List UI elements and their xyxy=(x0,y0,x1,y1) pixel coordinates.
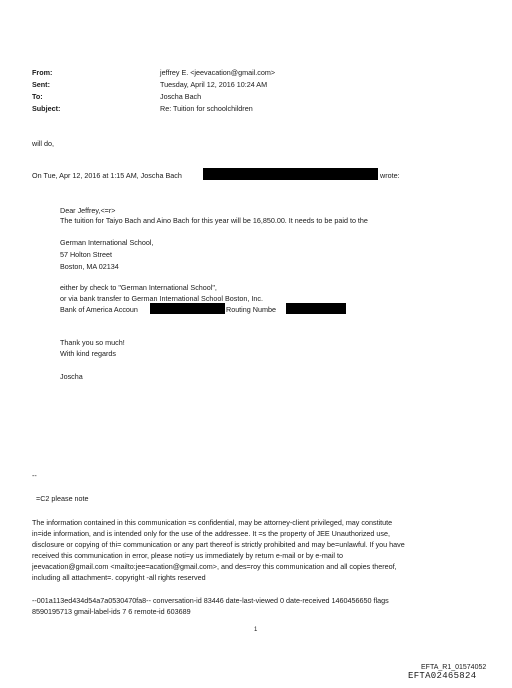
quote-wrote: wrote: xyxy=(380,171,400,180)
bank-account-label: Bank of America Accoun xyxy=(60,305,138,314)
disclaimer-line-6: including all attachment=. copyright -all rights reserved xyxy=(32,573,206,582)
bates-number-2: EFTA02465824 xyxy=(408,671,477,681)
reply-text: will do, xyxy=(32,139,54,148)
tuition-line: The tuition for Taiyo Bach and Aino Bach for this year will be 16,850.00. It needs to be paid to the xyxy=(60,216,368,225)
redaction-routing xyxy=(286,303,346,314)
footer-dashes: -- xyxy=(32,471,37,480)
to-label: To: xyxy=(32,92,43,101)
sent-value: Tuesday, April 12, 2016 10:24 AM xyxy=(160,80,268,89)
redaction-account xyxy=(150,303,225,314)
greeting: Dear Jeffrey,<=r> xyxy=(60,206,116,215)
meta-line-1: --001a113ed434d54a7a0530470fa8-- conversation-id 83446 date-last-viewed 0 date-received 1460456650 flags xyxy=(32,596,389,605)
school-name: German International School, xyxy=(60,238,154,247)
pay-line-1: either by check to "German International School", xyxy=(60,283,217,292)
please-note: =C2 please note xyxy=(36,494,89,503)
to-value: Joscha Bach xyxy=(160,92,202,101)
quote-intro: On Tue, Apr 12, 2016 at 1:15 AM, Joscha Bach xyxy=(32,171,182,180)
meta-line-2: 8590195713 gmail-label-ids 7 6 remote-id 603689 xyxy=(32,607,191,616)
subject-label: Subject: xyxy=(32,104,61,113)
from-value: jeffrey E. <jeevacation@gmail.com> xyxy=(160,68,276,77)
disclaimer-line-2: in=ide information, and is intended only for the use of the addressee. It =s the property of JEE Unauthorized use, xyxy=(32,529,390,538)
disclaimer-line-4: received this communication in error, please noti=y us immediately by return e-mail or by e-mail to xyxy=(32,551,343,560)
disclaimer-line-3: disclosure or copying of thi= communication or any part thereof is strictly prohibited and may be=unlawful. If you have xyxy=(32,540,405,549)
page-number: 1 xyxy=(254,627,258,633)
signature: Joscha xyxy=(60,372,83,381)
thanks: Thank you so much! xyxy=(60,338,125,347)
redaction-email xyxy=(203,168,378,180)
disclaimer-line-5: jeevacation@gmail.com <mailto:jee=acation@gmail.com>, and des=roy this communication and all copies thereof, xyxy=(32,562,397,571)
bates-number-1: EFTA_R1_01574052 xyxy=(421,664,487,671)
school-street: 57 Holton Street xyxy=(60,250,112,259)
regards: With kind regards xyxy=(60,349,116,358)
pay-line-2: or via bank transfer to German International School Boston, Inc. xyxy=(60,294,263,303)
school-city: Boston, MA 02134 xyxy=(60,262,119,271)
sent-label: Sent: xyxy=(32,80,50,89)
subject-value: Re: Tuition for schoolchildren xyxy=(160,104,253,113)
routing-label: Routing Numbe xyxy=(226,305,276,314)
disclaimer-line-1: The information contained in this communication =s confidential, may be attorney-client privileged, may constitute xyxy=(32,518,393,527)
from-label: From: xyxy=(32,68,53,77)
